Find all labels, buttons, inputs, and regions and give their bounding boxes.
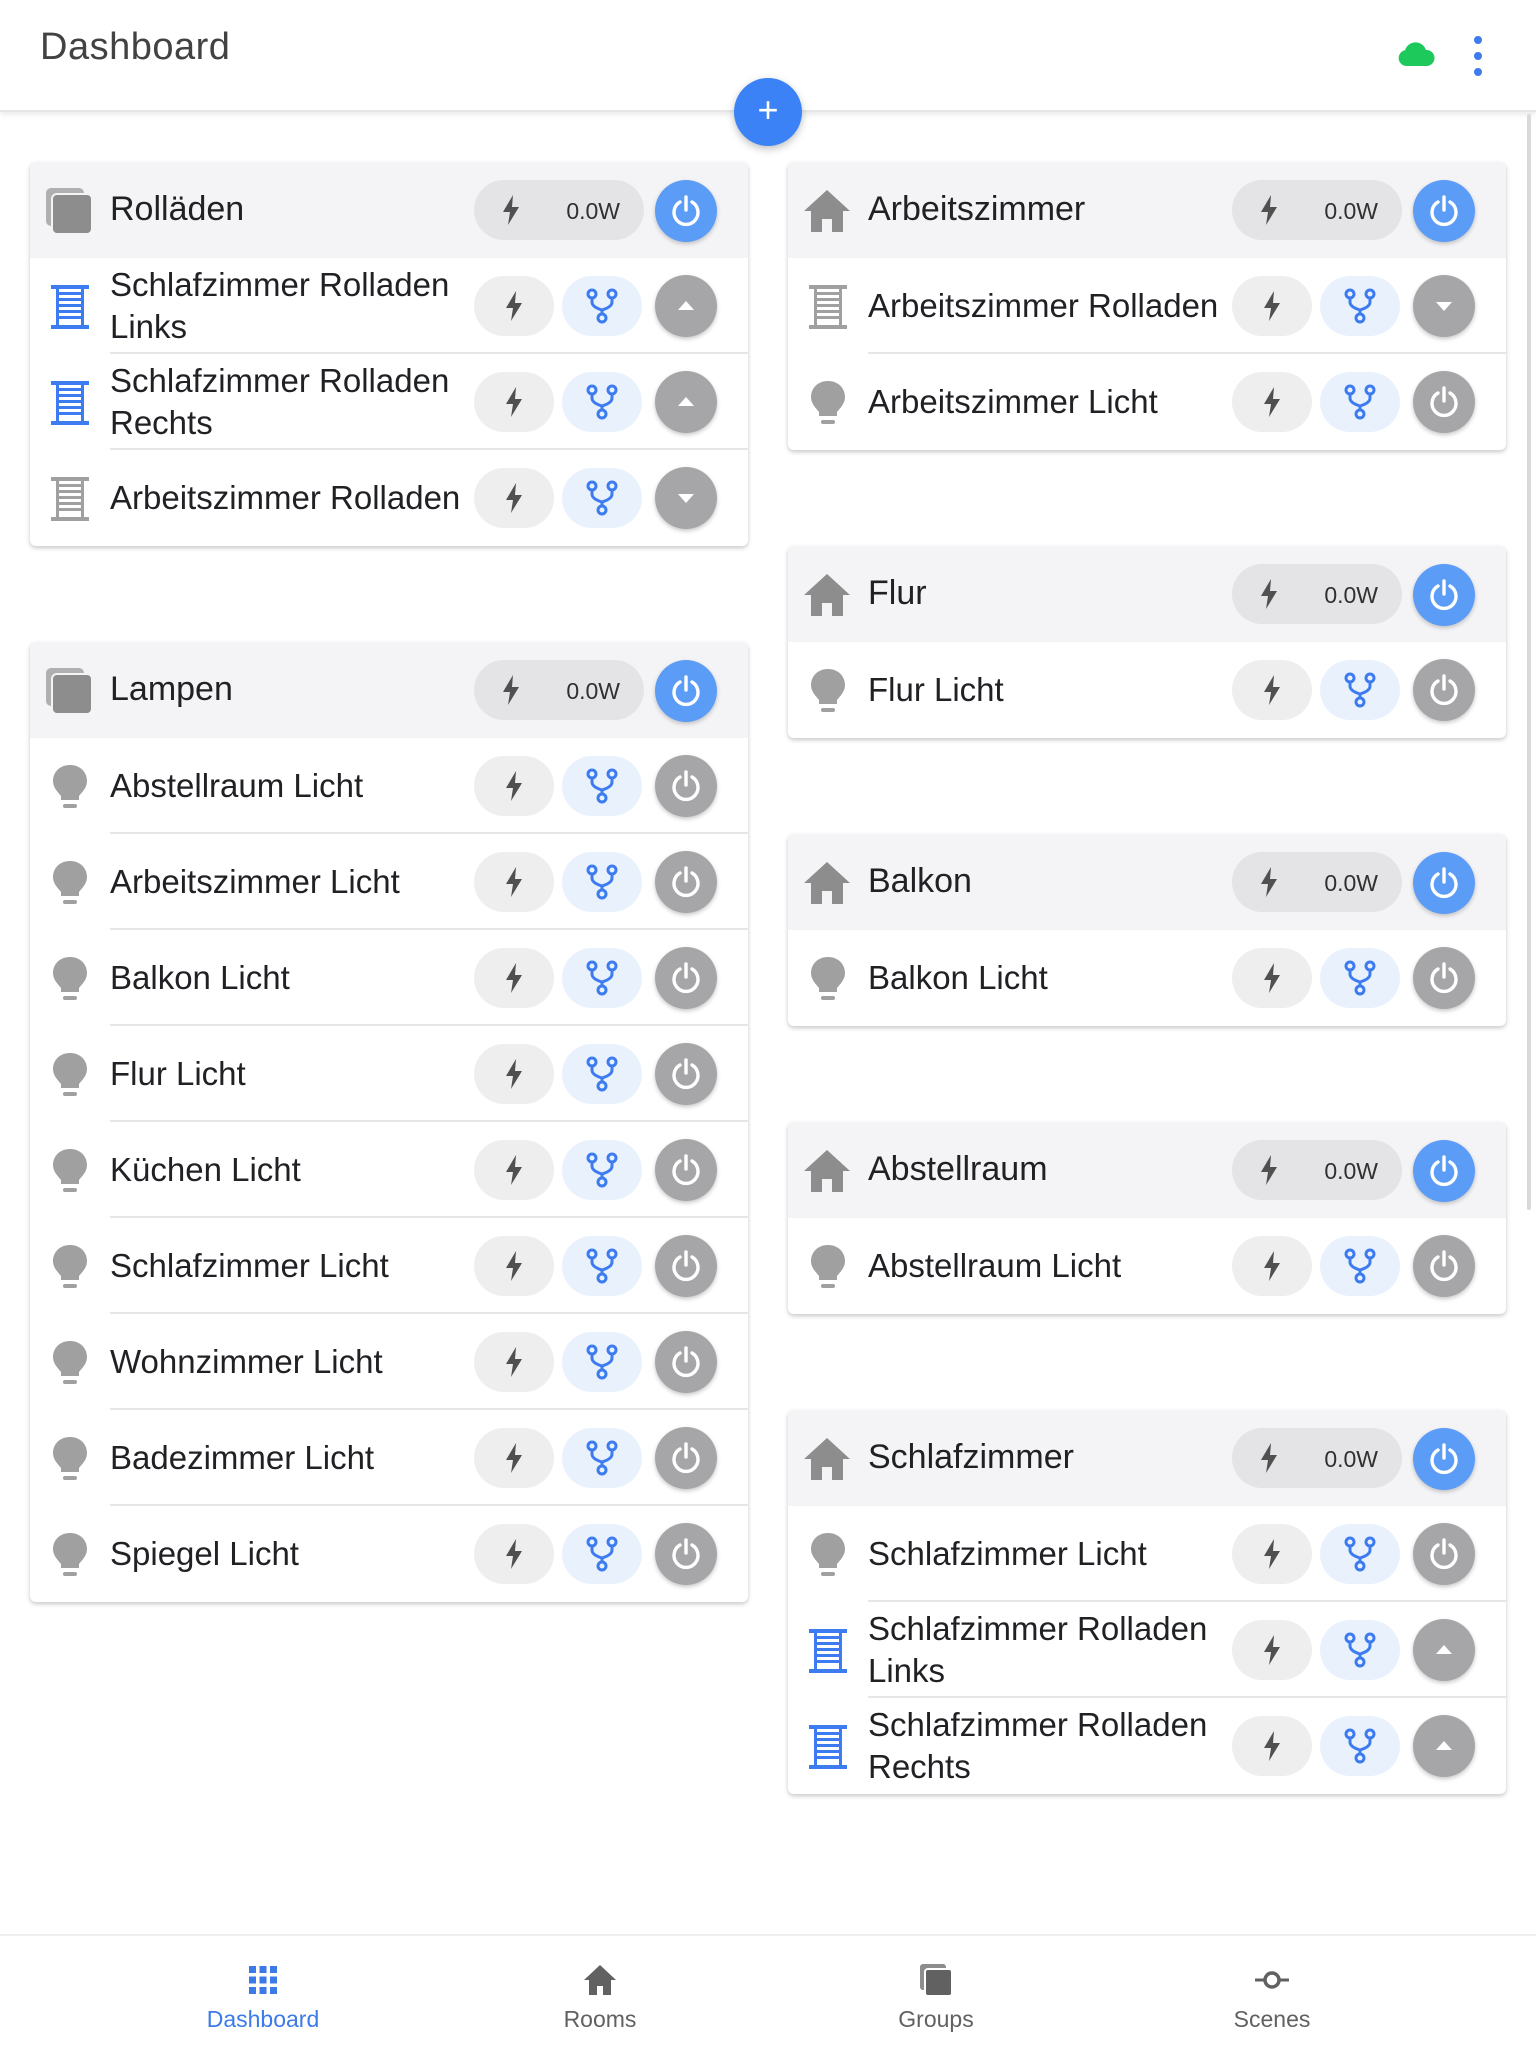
card-header xyxy=(30,642,748,738)
power-icon xyxy=(669,674,703,708)
room-card-arbeitszimmer xyxy=(788,162,1506,450)
home-icon xyxy=(802,858,852,908)
power-icon xyxy=(1427,961,1461,995)
device-row xyxy=(30,1122,748,1218)
bolt-icon xyxy=(503,482,525,514)
power-icon xyxy=(1427,673,1461,707)
arrow-up-icon xyxy=(669,385,703,419)
automation-button[interactable] xyxy=(562,276,642,336)
power-value: 0.0W xyxy=(1324,582,1378,608)
stack-icon xyxy=(918,1962,954,1998)
power-toggle[interactable] xyxy=(655,1235,717,1297)
power-toggle[interactable] xyxy=(1413,371,1475,433)
power-toggle[interactable] xyxy=(655,1139,717,1201)
automation-button[interactable] xyxy=(562,1524,642,1584)
power-toggle[interactable] xyxy=(655,1331,717,1393)
source-fork-icon xyxy=(584,864,620,900)
power-icon xyxy=(1427,1249,1461,1283)
bolt-icon xyxy=(1258,866,1280,898)
power-toggle[interactable] xyxy=(655,1427,717,1489)
arrow-up-icon xyxy=(669,289,703,323)
window-shutter-icon xyxy=(48,474,92,524)
energy-button[interactable] xyxy=(1232,1524,1312,1584)
window-shutter-icon xyxy=(48,378,92,428)
bolt-icon xyxy=(1261,1730,1283,1762)
power-icon xyxy=(1427,578,1461,612)
window-shutter-icon xyxy=(806,282,850,332)
nav-groups[interactable] xyxy=(836,1936,1036,2048)
device-label: Spiegel Licht xyxy=(110,1535,299,1572)
room-power-button[interactable] xyxy=(1413,1140,1475,1202)
nav-rooms[interactable] xyxy=(500,1936,700,2048)
power-icon xyxy=(669,1057,703,1091)
automation-button[interactable] xyxy=(562,1428,642,1488)
power-value: 0.0W xyxy=(566,678,620,704)
source-fork-icon xyxy=(1342,384,1378,420)
power-consumption[interactable] xyxy=(1232,852,1402,912)
device-row xyxy=(30,354,748,450)
source-fork-icon xyxy=(584,1056,620,1092)
room-card-balkon xyxy=(788,834,1506,1026)
card-header xyxy=(788,162,1506,258)
energy-button[interactable] xyxy=(1232,660,1312,720)
power-icon xyxy=(1427,1442,1461,1476)
bolt-icon xyxy=(500,674,522,706)
device-row xyxy=(30,450,748,546)
device-row xyxy=(30,258,748,354)
source-fork-icon xyxy=(1342,1728,1378,1764)
home-icon xyxy=(802,186,852,236)
home-icon xyxy=(802,1146,852,1196)
bottom-navigation xyxy=(0,1934,1536,2048)
card-header xyxy=(788,1122,1506,1218)
lightbulb-icon xyxy=(48,1242,92,1292)
power-icon xyxy=(669,1537,703,1571)
device-row xyxy=(30,1314,748,1410)
automation-button[interactable] xyxy=(1320,660,1400,720)
source-fork-icon xyxy=(584,1152,620,1188)
add-button[interactable]: + xyxy=(734,78,802,146)
arrow-down-icon xyxy=(1427,289,1461,323)
energy-button[interactable] xyxy=(1232,1236,1312,1296)
power-value: 0.0W xyxy=(1324,1446,1378,1472)
power-icon xyxy=(1427,194,1461,228)
device-row xyxy=(30,1026,748,1122)
card-header xyxy=(788,546,1506,642)
bolt-icon xyxy=(503,770,525,802)
bolt-icon xyxy=(1261,290,1283,322)
device-row xyxy=(788,1698,1506,1794)
shutter-down-button[interactable] xyxy=(1413,275,1475,337)
room-card-abstellraum xyxy=(788,1122,1506,1314)
lightbulb-icon xyxy=(806,378,850,428)
power-toggle[interactable] xyxy=(1413,947,1475,1009)
power-value: 0.0W xyxy=(1324,1158,1378,1184)
room-power-button[interactable] xyxy=(1413,852,1475,914)
power-value: 0.0W xyxy=(1324,198,1378,224)
automation-button[interactable] xyxy=(562,1332,642,1392)
grid-icon xyxy=(245,1962,281,1998)
energy-button[interactable] xyxy=(474,372,554,432)
automation-button[interactable] xyxy=(1320,1236,1400,1296)
lightbulb-icon xyxy=(806,1530,850,1580)
bolt-icon xyxy=(1261,1538,1283,1570)
power-consumption[interactable] xyxy=(1232,564,1402,624)
shutter-down-button[interactable] xyxy=(655,467,717,529)
device-label: Balkon Licht xyxy=(868,959,1048,996)
device-row xyxy=(788,258,1506,354)
device-row xyxy=(30,738,748,834)
cloud-icon xyxy=(1396,42,1436,68)
device-label: Schlafzimmer Rolladen Rechts xyxy=(110,362,450,441)
device-row xyxy=(30,1218,748,1314)
shutter-up-button[interactable] xyxy=(1413,1619,1475,1681)
power-consumption[interactable] xyxy=(474,180,644,240)
scrollbar[interactable] xyxy=(1527,114,1531,1210)
power-icon xyxy=(1427,1537,1461,1571)
lightbulb-icon xyxy=(48,1146,92,1196)
source-fork-icon xyxy=(584,1344,620,1380)
energy-button[interactable] xyxy=(474,852,554,912)
power-toggle[interactable] xyxy=(655,947,717,1009)
power-consumption[interactable] xyxy=(1232,1140,1402,1200)
card-title: Balkon xyxy=(868,862,972,900)
room-power-button[interactable] xyxy=(1413,1428,1475,1490)
card-title: Flur xyxy=(868,574,927,612)
power-consumption[interactable] xyxy=(1232,1428,1402,1488)
device-label: Schlafzimmer Licht xyxy=(868,1535,1147,1572)
power-consumption[interactable] xyxy=(1232,180,1402,240)
device-label: Küchen Licht xyxy=(110,1151,301,1188)
bolt-icon xyxy=(1258,1154,1280,1186)
source-fork-icon xyxy=(584,480,620,516)
automation-button[interactable] xyxy=(562,1140,642,1200)
automation-button[interactable] xyxy=(562,852,642,912)
device-label: Arbeitszimmer Licht xyxy=(868,383,1158,420)
device-label: Flur Licht xyxy=(110,1055,246,1092)
energy-button[interactable] xyxy=(1232,1620,1312,1680)
source-fork-icon xyxy=(1342,960,1378,996)
bolt-icon xyxy=(503,290,525,322)
arrow-up-icon xyxy=(1427,1633,1461,1667)
automation-button[interactable] xyxy=(1320,1524,1400,1584)
page-title: Dashboard xyxy=(40,26,231,68)
bolt-icon xyxy=(1258,1442,1280,1474)
nav-dashboard[interactable] xyxy=(163,1936,363,2048)
device-row xyxy=(30,930,748,1026)
arrow-up-icon xyxy=(1427,1729,1461,1763)
power-toggle[interactable] xyxy=(655,851,717,913)
automation-button[interactable] xyxy=(1320,372,1400,432)
device-label: Balkon Licht xyxy=(110,959,290,996)
home-icon xyxy=(582,1962,618,1998)
source-fork-icon xyxy=(584,768,620,804)
bolt-icon xyxy=(1261,1634,1283,1666)
device-row xyxy=(788,930,1506,1026)
power-icon xyxy=(1427,385,1461,419)
bolt-icon xyxy=(1261,386,1283,418)
power-icon xyxy=(669,961,703,995)
device-label: Flur Licht xyxy=(868,671,1004,708)
group-power-button[interactable] xyxy=(655,660,717,722)
room-card-flur xyxy=(788,546,1506,738)
room-power-button[interactable] xyxy=(1413,180,1475,242)
energy-button[interactable] xyxy=(1232,948,1312,1008)
card-title: Lampen xyxy=(110,670,233,708)
window-shutter-icon xyxy=(48,282,92,332)
energy-button[interactable] xyxy=(474,756,554,816)
bolt-icon xyxy=(503,386,525,418)
lightbulb-icon xyxy=(48,1050,92,1100)
device-label: Wohnzimmer Licht xyxy=(110,1343,383,1380)
energy-button[interactable] xyxy=(474,1236,554,1296)
power-icon xyxy=(669,1249,703,1283)
source-fork-icon xyxy=(584,960,620,996)
energy-button[interactable] xyxy=(1232,1716,1312,1776)
bolt-icon xyxy=(503,1538,525,1570)
energy-button[interactable] xyxy=(474,1428,554,1488)
nav-label: Rooms xyxy=(563,2006,637,2032)
source-fork-icon xyxy=(1342,1632,1378,1668)
device-label: Abstellraum Licht xyxy=(110,767,364,804)
device-row xyxy=(30,834,748,930)
window-shutter-icon xyxy=(806,1722,850,1772)
device-row xyxy=(30,1410,748,1506)
device-row xyxy=(788,642,1506,738)
bolt-icon xyxy=(503,1058,525,1090)
bolt-icon xyxy=(500,194,522,226)
bolt-icon xyxy=(503,962,525,994)
device-row xyxy=(788,354,1506,450)
bolt-icon xyxy=(1258,194,1280,226)
room-card-schlafzimmer xyxy=(788,1410,1506,1794)
more-vert-icon[interactable] xyxy=(1466,36,1490,76)
room-power-button[interactable] xyxy=(1413,564,1475,626)
lightbulb-icon xyxy=(48,1434,92,1484)
shutter-up-button[interactable] xyxy=(655,275,717,337)
automation-button[interactable] xyxy=(1320,1620,1400,1680)
automation-button[interactable] xyxy=(562,756,642,816)
power-icon xyxy=(1427,1154,1461,1188)
bolt-icon xyxy=(503,866,525,898)
energy-button[interactable] xyxy=(1232,372,1312,432)
device-label: Abstellraum Licht xyxy=(868,1247,1122,1284)
power-toggle[interactable] xyxy=(655,755,717,817)
energy-button[interactable] xyxy=(474,1044,554,1104)
source-fork-icon xyxy=(584,1440,620,1476)
shutter-up-button[interactable] xyxy=(1413,1715,1475,1777)
device-row xyxy=(788,1506,1506,1602)
arrow-down-icon xyxy=(669,481,703,515)
group-card-rollaeden xyxy=(30,162,748,546)
device-label: Schlafzimmer Licht xyxy=(110,1247,389,1284)
bolt-icon xyxy=(503,1250,525,1282)
lightbulb-icon xyxy=(48,954,92,1004)
bolt-icon xyxy=(1261,674,1283,706)
source-fork-icon xyxy=(1342,672,1378,708)
automation-button[interactable] xyxy=(1320,276,1400,336)
device-label: Badezimmer Licht xyxy=(110,1439,375,1476)
nav-label: Dashboard xyxy=(206,2006,320,2032)
lightbulb-icon xyxy=(806,1242,850,1292)
power-toggle[interactable] xyxy=(1413,1523,1475,1585)
device-label: Schlafzimmer Rolladen Rechts xyxy=(868,1706,1208,1785)
home-icon xyxy=(802,570,852,620)
scene-icon xyxy=(1254,1962,1290,1998)
device-label: Arbeitszimmer Rolladen xyxy=(868,287,1219,324)
power-icon xyxy=(669,1345,703,1379)
card-title: Abstellraum xyxy=(868,1150,1048,1188)
automation-button[interactable] xyxy=(562,1044,642,1104)
automation-button[interactable] xyxy=(562,468,642,528)
source-fork-icon xyxy=(1342,1248,1378,1284)
source-fork-icon xyxy=(1342,1536,1378,1572)
energy-button[interactable] xyxy=(474,468,554,528)
shutter-up-button[interactable] xyxy=(655,371,717,433)
device-row xyxy=(30,1506,748,1602)
group-power-button[interactable] xyxy=(655,180,717,242)
source-fork-icon xyxy=(584,1536,620,1572)
lightbulb-icon xyxy=(48,1530,92,1580)
nav-label: Groups xyxy=(898,2006,974,2032)
bolt-icon xyxy=(503,1442,525,1474)
automation-button[interactable] xyxy=(562,372,642,432)
power-icon xyxy=(669,194,703,228)
home-icon xyxy=(802,1434,852,1484)
power-consumption[interactable] xyxy=(474,660,644,720)
power-toggle[interactable] xyxy=(655,1043,717,1105)
source-fork-icon xyxy=(584,1248,620,1284)
nav-label: Scenes xyxy=(1233,2006,1311,2032)
stack-icon xyxy=(44,186,94,236)
automation-button[interactable] xyxy=(562,1236,642,1296)
device-label: Arbeitszimmer Licht xyxy=(110,863,400,900)
power-icon xyxy=(669,769,703,803)
lightbulb-icon xyxy=(806,666,850,716)
bolt-icon xyxy=(503,1346,525,1378)
source-fork-icon xyxy=(584,288,620,324)
lightbulb-icon xyxy=(48,1338,92,1388)
bolt-icon xyxy=(1261,962,1283,994)
power-icon xyxy=(669,1153,703,1187)
card-title: Arbeitszimmer xyxy=(868,190,1086,228)
device-label: Arbeitszimmer Rolladen xyxy=(110,479,461,516)
automation-button[interactable] xyxy=(1320,948,1400,1008)
source-fork-icon xyxy=(584,384,620,420)
power-icon xyxy=(669,865,703,899)
card-title: Rolläden xyxy=(110,190,245,228)
group-card-lampen xyxy=(30,642,748,1602)
stack-icon xyxy=(44,666,94,716)
power-value: 0.0W xyxy=(566,198,620,224)
device-row xyxy=(788,1218,1506,1314)
bolt-icon xyxy=(503,1154,525,1186)
lightbulb-icon xyxy=(806,954,850,1004)
automation-button[interactable] xyxy=(562,948,642,1008)
energy-button[interactable] xyxy=(474,276,554,336)
energy-button[interactable] xyxy=(474,1140,554,1200)
automation-button[interactable] xyxy=(1320,1716,1400,1776)
card-header xyxy=(788,1410,1506,1506)
bolt-icon xyxy=(1261,1250,1283,1282)
power-icon xyxy=(1427,866,1461,900)
power-value: 0.0W xyxy=(1324,870,1378,896)
power-toggle[interactable] xyxy=(1413,659,1475,721)
energy-button[interactable] xyxy=(474,948,554,1008)
power-icon xyxy=(669,1441,703,1475)
source-fork-icon xyxy=(1342,288,1378,324)
lightbulb-icon xyxy=(48,858,92,908)
card-title: Schlafzimmer xyxy=(868,1438,1074,1476)
power-toggle[interactable] xyxy=(655,1523,717,1585)
device-label: Schlafzimmer Rolladen Links xyxy=(110,266,450,345)
card-header xyxy=(30,162,748,258)
device-label: Schlafzimmer Rolladen Links xyxy=(868,1610,1208,1689)
energy-button[interactable] xyxy=(474,1524,554,1584)
window-shutter-icon xyxy=(806,1626,850,1676)
device-row xyxy=(788,1602,1506,1698)
power-toggle[interactable] xyxy=(1413,1235,1475,1297)
energy-button[interactable] xyxy=(1232,276,1312,336)
card-header xyxy=(788,834,1506,930)
bolt-icon xyxy=(1258,578,1280,610)
lightbulb-icon xyxy=(48,762,92,812)
nav-scenes[interactable] xyxy=(1172,1936,1372,2048)
energy-button[interactable] xyxy=(474,1332,554,1392)
